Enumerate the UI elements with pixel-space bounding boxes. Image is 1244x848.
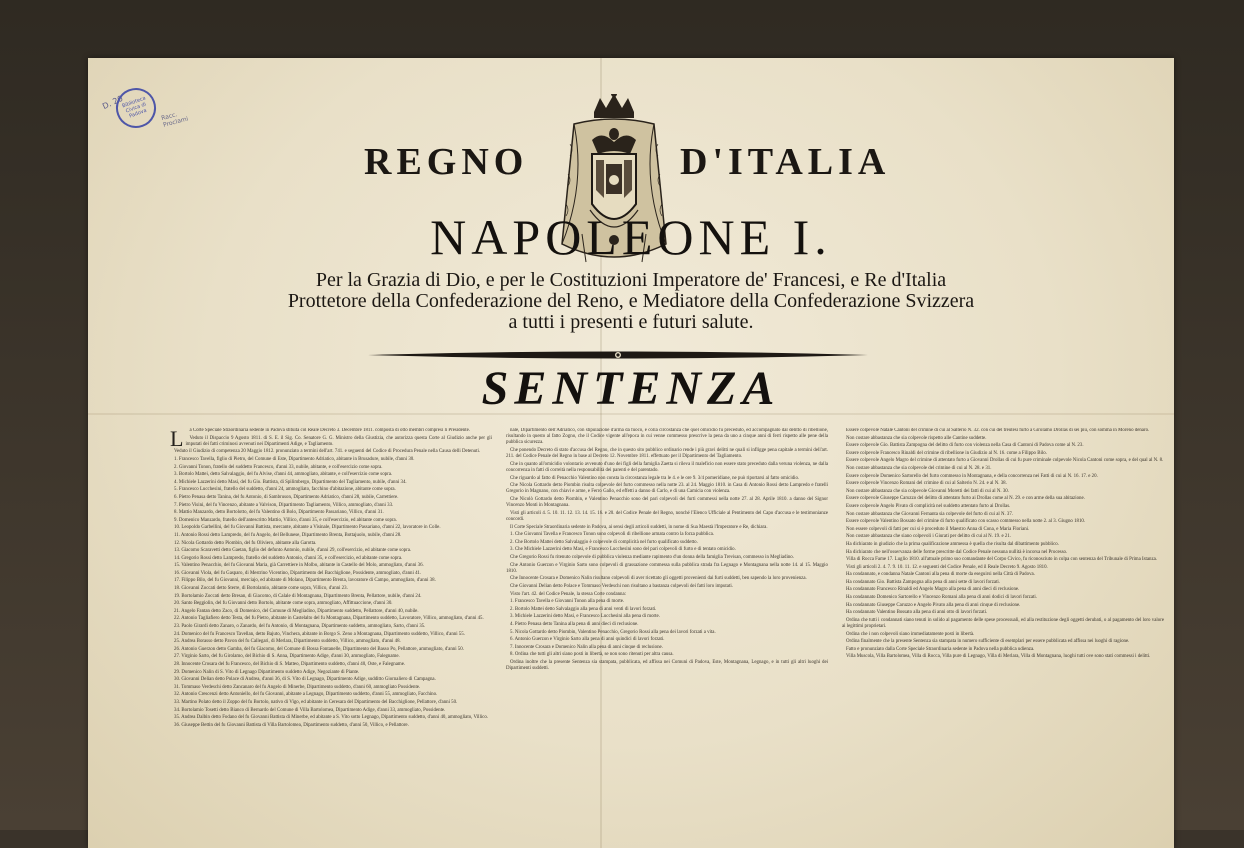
text-paragraph: 36. Giuseppe Bettin del fu Giovanni Battista di Villa Bartolomea, Dipartimento suddetto, d'anni 50, Villico, e Pellattore. bbox=[174, 722, 409, 728]
text-paragraph: Ha condannato Domenico Sartorello e Vincenzo Romani alla pena di anni dodici di lavori forzati. bbox=[846, 595, 1037, 601]
text-paragraph: Non costare abbastanza che sia colpevole rispetto alle Cantine suddette. bbox=[846, 435, 987, 441]
subtitle-line: Per la Grazia di Dio, e per le Costituzioni Imperatore de' Francesi, e Re d'Italia bbox=[315, 269, 947, 291]
drop-cap: L bbox=[170, 428, 184, 451]
text-paragraph: 25. Andrea Borasso detto Pavon del fu Callegari, di Merlara, Dipartimento suddetto, Villico, ammogliato, d'anni 48. bbox=[174, 639, 401, 645]
text-paragraph: 27. Virginio Sarto, del fu Girolamo, del Bichio di S. Anna, Dipartimento Adige, d'anni 30, ammogliato, Falegname. bbox=[174, 654, 400, 660]
text-paragraph: Che riguardo al fatto di Penacchio Valentino non consta la circostanza legale tra le 4. e le ore 9. 3/4 pomeridiane, ne può riportarsi al fatto omicidio. bbox=[510, 475, 800, 481]
text-paragraph: Non costare abbastanza che sia colpevole Giovanni Moretti dei fatti di cui al N. 30. bbox=[846, 488, 1009, 494]
text-paragraph: 24. Domenico del fu Francesco Tavellan, detto Bajuto, Vinchera, abitante in Borgo S. Zeno a Montagnana, Dipartimento suddetto, Villico, d'anni 55. bbox=[174, 631, 465, 637]
text-paragraph: 8. Ordina che tutti gli altri siano posti in libertà, se non sono ritenuti per altra causa. bbox=[510, 652, 674, 658]
text-paragraph: 4. Michiele Lazzerini detto Masi, del fu Gio. Battista, di Spilimbergo, Dipartimento del Tagliamento, nubile, d'anni 34. bbox=[174, 479, 407, 485]
library-stamp-text: Biblioteca Civica di Padova bbox=[121, 95, 148, 120]
ornamental-rule bbox=[368, 348, 868, 362]
text-paragraph: 13. Giacomo Scaravetti detto Gaetan, figlio del defunto Antonio, nubile, d'anni 29, coll'esercizio, ed abitante come sopra. bbox=[174, 548, 412, 554]
text-paragraph: 6. Pietro Penasa detto Tanina, del fu Antonio, di Sambruson, Dipartimento Adriatico, d'anni 28, nubile, Carrettiere. bbox=[174, 494, 399, 500]
text-column-1 bbox=[170, 428, 492, 848]
text-paragraph: 3. Bortolo Mattei, detto Salvalaggio, del fu Alvise, d'anni 44, ammogliato, abitante, e coll'esercizio come sopra. bbox=[174, 472, 393, 478]
text-paragraph: 35. Andrea Dalbin detto Fodano del fu Giovanni Battista di Minerbe, ed abitante a S. Vito sotto Legnago, Dipartimento suddetto, d'anni 40, ammogliato, Villico. bbox=[174, 715, 489, 721]
proclamation-sheet bbox=[88, 58, 1174, 848]
text-paragraph: Ordina che tutti i condannati siano tenuti in solido al pagamento delle spese processuali, ed alla restituzione degli oggetti derubati, o al pagamento del loro valore ai legittimi proprietari. bbox=[842, 617, 1164, 630]
text-paragraph: Ordina finalmente che la presente Sentenza sia stampata in numero sufficiente di esemplari per essere pubblicata ed affissa nei luoghi di ragione. bbox=[846, 639, 1130, 645]
text-column-3 bbox=[842, 428, 1164, 848]
text-paragraph: 14. Gregorio Rossi detto Lampredo, fratello del suddetto Antonio, d'anni 35, e coll'esercizio, ed abitante come sopra. bbox=[174, 555, 403, 561]
text-paragraph: a Corte Speciale Straordinaria sedente in Padova stituita col Reale Decreto 3. Decembre 1811. composta di otto membri compresi li Presidente. bbox=[189, 428, 470, 433]
text-paragraph: 17. Filippo Bilo, del fu Giovanni, merciajo, ed abitante di Molano, Dipartimento Brenta, lavoratore di Campo, ammogliato, d'anni 38. bbox=[174, 578, 436, 584]
handwritten-note: D. 20 bbox=[101, 93, 125, 112]
subtitle-block bbox=[88, 270, 1174, 333]
text-paragraph: 7. Pietro Visini, del fu Vincenzo, abitante a Valvison, Dipartimento Tagliamento, Villico, ammogliato, d'anni 33. bbox=[174, 502, 394, 508]
text-paragraph: Ha condannato Giuseppe Caruzzo e Angelo Pivato alla pena di anni cinque di reclusione. bbox=[846, 602, 1021, 608]
text-paragraph: Visti gli articoli 2. 4. 7. 9. 10. 11. 12. e seguenti del Codice Penale, ed il Reale Decreto 9. Agosto 1810. bbox=[846, 564, 1048, 570]
text-paragraph: 11. Antonio Rossi detto Lampredo, del fu Angelo, del Bellunese, Dipartimento Brenta, Bottajuolo, nubile, d'anni 28. bbox=[174, 532, 402, 538]
text-paragraph: Ha dichiarato che nell'osservanza delle forme prescritte dal Codice Penale nessuna nullità è incorsa nel Processo. bbox=[846, 549, 1068, 555]
text-paragraph: Ha condannato Valentino Bossato alla pena di anni otto di lavori forzati. bbox=[846, 610, 988, 616]
text-paragraph: 29. Domenico Nalin di S. Vito di Legnago Dipartimento suddetto Adige, Negoziante di Piante. bbox=[174, 669, 360, 675]
text-paragraph: 2. Bortolo Mattei detto Salvalaggio alla pena di anni venti di lavori forzati. bbox=[510, 606, 657, 612]
text-paragraph: 12. Nicola Gottardo detto Piombin, del fu Oliviero, abitante alla Garotta. bbox=[174, 540, 317, 546]
text-paragraph: Non costare abbastanza che siano colpevoli i Giurati per delitto di cui al N. 19. e 21. bbox=[846, 534, 1012, 540]
text-paragraph: Che ponendo Decreto di stato d'accusa del Regno, che in questo sito pubblico ordinario rende i più gravi delitti ne quali si infligge pena capitale a termini dell'art. 211. del Codice Penale del Regno in base al Decreto 12. Novembre 1811. effettuato per il Dipartimento del Tagliamento. bbox=[506, 448, 828, 460]
text-paragraph: Villa Muscola, Villa Bartolomea, Villa di Rocca, Villa pure di Legnago, Villa di Merlara, Villa di Montagnana, luoghi tutti ove sono stati commessi i delitti. bbox=[846, 654, 1151, 660]
text-paragraph: Ha condannato Francesco Rinaldi ed Angelo Magro alla pena di anni dieci di reclusione. bbox=[846, 587, 1020, 593]
text-paragraph: 32. Antonio Crescenzi detto Antoniello, del fu Giovanni, abitante a Legnago, Dipartimento suddetto, d'anni 55, ammogliato, Facchino. bbox=[174, 692, 438, 698]
text-paragraph: 3. Michiele Lazzerini detto Masi, e Francesco Lucchesini alla pena di morte. bbox=[510, 614, 660, 620]
text-paragraph: Non costare abbastanza che Giovanni Fernanta sia colpevole del furto di cui al N. 37. bbox=[846, 511, 1014, 517]
title-regno: REGNO bbox=[364, 141, 529, 183]
text-paragraph: Ha dichiarato in giudizio che la prima qualificazione ammessa è quella che risulta dal dibattimento pubblico. bbox=[846, 541, 1059, 547]
text-paragraph: 21. Angelo Fantan detto Zaco, di Domenico, del Comune di Megliadino, Dipartimento suddetto, Pellattore, d'anni 40, nubile. bbox=[174, 608, 419, 614]
text-paragraph: 20. Santo Beggiolin, del fu Giovanni detto Bortolo, abitante come sopra, ammogliato, Affittuaccione, d'anni 30. bbox=[174, 601, 393, 607]
text-paragraph: Villa di Rocca Fame 17. Luglio 1810. all'attuale primo suo comandante del Corpo Civico, fu riconosciuto in colpa con sentenza del Tribunale di Prima Istanza. bbox=[846, 557, 1158, 563]
text-paragraph: 16. Giovanni Viola, del fu Gasparo, di Mestrino Vicentino, Dipartimento del Bacchiglione, Possidente, ammogliato, d'anni 41. bbox=[174, 570, 422, 576]
text-paragraph: 30. Giovanni Delian detto Polace di Andrea, d'anni 36, di S. Vito di Legnago, Dipartimento Adige, sudditto Giornaliero di Campagna. bbox=[174, 677, 436, 683]
text-paragraph: Essere colpevole Angelo Magro del crimine di attentato furto a Giovanni Drollas di cui fu pure criminale colpevole Nicola Cantoni come sopra, e del qual al N. 8. bbox=[846, 458, 1164, 464]
text-paragraph: Non essere colpevoli di fatti per cui si è proceduto il Maestro Anna di Cona, e Maria Floriani. bbox=[846, 526, 1030, 532]
text-paragraph: 6. Antonio Guerzon e Virginio Sarto alla pena di anni quindici di lavori forzati. bbox=[510, 637, 665, 643]
text-paragraph: Essere colpevole Valentino Bossato del crimine di furto qualificato con scasso commesso nella notte 2. al 3. Giugno 1810. bbox=[846, 519, 1086, 525]
text-paragraph: Fatto e pronunziato dalla Corte Speciale Straordinaria sedente in Padova nella pubblica udienza. bbox=[846, 646, 1035, 652]
text-column-2 bbox=[506, 428, 828, 848]
text-paragraph: Che Nicolò Gottardo detto Piombin, e Valentino Penacchio sono del pari colpevoli dei furti commessi nella notte 27. al 28. Aprile 1810. a danno del Signor Vincenzo Monti in Montagnana. bbox=[506, 496, 828, 509]
text-paragraph: Essere colpevole Gio. Battista Zampogna del delitto di furto con violenza nella Casa di Cantoni di Padova come al N. 23. bbox=[846, 443, 1084, 449]
text-paragraph: 8. Mattio Manzardo, detto Bortolotto, del fu Valentino di Bolo, Dipartimento Passariano, Villico, d'anni 31. bbox=[174, 510, 384, 516]
text-paragraph: Visto l'art. 42. del Codice Penale, la stessa Corte condanna: bbox=[510, 591, 627, 597]
text-paragraph: nale, Dipartimento dell'Adriatico, con stipulazione d'arma da fuoco, e colla circostanza che quel omicidio fu preceduto, ed accompagnato dal delitto di ribellione, risultando in questo al fatto Zogno, che il Codice vigente all'epoca in cui venne commesso prescrive la pena da uno a cinque anni di ferri rispetto alle pene della pubblica sicurezza. bbox=[506, 428, 828, 446]
title-italia: D'ITALIA bbox=[680, 141, 891, 183]
shelf-reference: Racc. Proclami bbox=[160, 111, 190, 129]
text-paragraph: Che Gregorio Rossi fu ritenuto colpevole di pubblica violenza mediante rapimento d'un donna della famiglia Trevisan, commesso in Megliadino. bbox=[510, 554, 794, 560]
sovereign-name: NAPOLEONE I. bbox=[430, 209, 832, 265]
text-paragraph: 2. Che Bortolo Mattei detto Salvalaggio è colpevole di complicità nel furto qualificato suddetto. bbox=[510, 539, 698, 545]
text-paragraph: Essere colpevole Angelo Pivato di complicità nel suddetto attentato furto ai Drollas. bbox=[846, 503, 1011, 509]
text-paragraph: Che Innocente Crosara e Domenico Nalin risultano colpevoli di aver ricettato gli oggetti provenienti dai furti suddetti, ben sapendo la loro provenienza. bbox=[510, 576, 807, 582]
text-paragraph: Che in quanto all'omicidio volontario avvenuto d'uno dei figli della famiglia Zaetta si rileva il maleficio non essere stato preceduto dalla veruna violenza, ne dalla concorrenza in fatti di correità nella responsabilità dei parenti e del parentado. bbox=[506, 461, 828, 473]
text-paragraph: Il Corte Speciale Straordinaria sedente in Padova, ai sensi degli articoli suddetti, in nome di Sua Maestà l'Imperatore e Re, dichiara. bbox=[510, 524, 768, 530]
text-paragraph: Visti gli articoli 4. 5. 10. 11. 12. 13. 14. 15. 16. e 20. del Codice Penale del Regno, nonché l'Elenco Ufficiale al Pentimento del Capo d'accusa e le testimonianze concordi. bbox=[506, 510, 828, 522]
text-paragraph: Non costare abbastanza che sia colpevole del crimine di cui al N. 28. e 31. bbox=[846, 465, 992, 471]
text-paragraph: 7. Innocente Crosara e Domenico Nalin alla pena di anni cinque di reclusione. bbox=[510, 644, 663, 650]
text-paragraph: 10. Leopoldo Garbellini, del fu Giovanni Battista, mercante, abitante a Visinale, Dipartimento Passariano, d'anni 22, lavoratore in Colle. bbox=[174, 525, 441, 531]
text-paragraph: 23. Paolo Girardi detto Zanaro, o Zanardo, del fu Antonio, di Montagnana, Dipartimento suddetto, ammogliato, Sarto, d'anni 35. bbox=[174, 624, 426, 630]
subtitle-line: a tutti i presenti e futuri salute. bbox=[508, 311, 754, 333]
text-paragraph: 19. Bortolamio Zoccati detto Bresan, di Giacomo, di Calale di Montagnana, Dipartimento Brenta, Pellattore, nubile, d'anni 24. bbox=[174, 593, 422, 599]
text-paragraph: 1. Che Giovanni Tavella e Francesco Tonon sono colpevoli di ribellione armata contro la forza pubblica. bbox=[510, 532, 715, 538]
text-paragraph: 1. Francesco Tavella, figlio di Pietro, del Comune di Este, Dipartimento Adriatico, abitante in Brusadure, nubile, d'anni 30. bbox=[174, 456, 415, 462]
text-paragraph: 15. Valentino Penacchio, del fu Giovanni Maria, già Carrettiere in Molbo, abitante in Castello del Molo, ammogliato, d'anni 36. bbox=[174, 563, 424, 569]
library-stamp bbox=[110, 82, 161, 133]
text-paragraph: 2. Giovanni Tonon, fratello del suddetto Francesco, d'anni 33, nubile, abitante, e coll'esercizio come sopra. bbox=[174, 464, 383, 470]
text-paragraph: 31. Tommaso Verdeschi detto Zancanaro del fu Angelo di Minerbe, Dipartimento suddetto, d'anni 60, ammogliato Possidente. bbox=[174, 684, 421, 690]
text-paragraph: 5. Francesco Lucchesini, fratello del suddetto, d'anni 24, ammogliato, facchino d'abitazione, abitante come sopra. bbox=[174, 487, 396, 493]
text-paragraph: Che Nicola Gottardo detto Piombin risulta colpevole del furto commesso nella notte 23. al 24. Maggio 1810. in Casa di Antonio Rossi detto Lampredo e fratelli Gregorio in Magnano, con chiavi e arme, e Ferro Gallo, ed effetti a danno di Carlo, e di una Camicia con violenza. bbox=[506, 483, 828, 495]
text-paragraph: Veduto il Giudizio di competenza 20 Maggio 1812. pronunziato a termini dell'art. 741. e seguenti del Codice di Procedura Penale nella Causa delli Detenuti. bbox=[174, 449, 481, 455]
text-paragraph: Che Antonio Guerzon e Virginio Sarto sono colpevoli di grassazione commessa sulla pubblica strada fra Legnago e Montagnana nella notte 14. al 15. Maggio 1810. bbox=[506, 562, 828, 574]
text-paragraph: 1. Francesco Tavella e Giovanni Tonon alla pena di morte. bbox=[510, 599, 625, 605]
text-paragraph: Ha condannato, e condanna Natale Cantoni alla pena di morte da eseguirsi nella Città di Padova. bbox=[846, 572, 1035, 578]
text-paragraph: Essere colpevole Giuseppe Caruzzo del delitto di attentato furto ai Drollas come al N. 29. e con arme della sua abitazione. bbox=[846, 496, 1085, 502]
text-paragraph: Ordina inoltre che la presente Sentenza sia stampata, pubblicata, ed affissa nei Comuni di Padova, Este, Montagnana, Legnago, e in tutti gli altri luoghi dei Dipartimenti suddetti. bbox=[506, 659, 828, 672]
body-text-columns bbox=[170, 428, 1164, 848]
text-paragraph: Veduto il Dispaccio 9 Agosto 1811. di S. E. il Sig. Co. Senatore G. G. Ministro della Giustizia, che autorizza questa Corte al Giudizio anche per gli imputati dei fatti criminosi avvenuti nei Dipartimenti Adige, e Tagliamento. bbox=[185, 435, 492, 447]
text-paragraph: Ordina che i non colpevoli siano immediatamente posti in libertà. bbox=[846, 631, 975, 637]
text-paragraph: 22. Antonio Tagliafiero detto Testa, del fu Pietro, abitante in Castelalto del fu Montagnana, Dipartimento suddetto, Lavoratore, Villico, ammogliato, d'anni 45. bbox=[174, 616, 484, 622]
text-paragraph: 26. Antonio Guerzon detto Gamba, del fu Giacomo, del Comune di Bossa Fontanelle, Dipartimento del Basso Po, Pellattore, ammogliato, d'anni 50. bbox=[174, 646, 464, 652]
text-paragraph: 34. Bortolamio Tosetti detto Bianco di Bernardo del Comune di Villa Bartolomea, Dipartimento Adige, d'anni 33, ammogliato, Possidente. bbox=[174, 707, 446, 713]
text-paragraph: 5. Nicola Gottardo detto Piombin, Valentino Penacchio, Gregorio Rossi alla pena dei lavori forzati a vita. bbox=[510, 629, 716, 635]
subtitle-line: Prottetore della Confederazione del Reno, e Mediatore della Confederazione Svizzera bbox=[287, 290, 975, 312]
text-paragraph: 9. Domenico Manzardo, fratello dell'antescritto Mattio, Villico, d'anni 35, e coll'esercizio, ed abitante come sopra. bbox=[174, 517, 397, 523]
text-paragraph: Che Giovanni Delian detto Polace e Tommaso Verdeschi non risultano a bastanza colpevoli dei fatti loro imputati. bbox=[510, 583, 733, 589]
text-paragraph: 3. Che Michiele Lazzerini detto Masi, e Francesco Lucchesini sono del pari colpevoli di furto e di tentato omicidio. bbox=[510, 547, 736, 553]
text-paragraph: Ha condannato Gio. Battista Zampogna alla pena di anni sette di lavori forzati. bbox=[846, 579, 1001, 585]
text-paragraph: 33. Martino Polato detto il Zoppo del fu Bortolo, nativo di Vigo, ed abitante in Ceresara del Dipartimento del Bacchiglione, Pellattore, d'anni 50. bbox=[174, 699, 458, 705]
text-paragraph: Essere colpevole Vincenzo Romani del crimine di cui al Salterio N. 24. e al N. 38. bbox=[846, 481, 1007, 487]
text-paragraph: 18. Giovanni Zoccati detto Sterre, di Bortolamio, abitante come sopra, Villico, d'anni 23. bbox=[174, 586, 348, 592]
document-heading: SENTENZA bbox=[481, 362, 781, 415]
text-paragraph: Essere colpevole Francesco Rinaldi del crimine di ribellione in Giudizio al N. 16. come a Filippo Bilo. bbox=[846, 450, 1047, 456]
text-paragraph: Essere colpevole Natale Cantoni del crimine di cui al Salterio N. 32. con cui del treutesi furto a Girolamo Drollas di sei più, con somma in Moreno denaro. bbox=[846, 428, 1150, 433]
text-paragraph: Essere colpevole Domenico Sartorello del furto commesso in Montagnana, e della concorrenza nei Fatti di cui ai N. 16. 17. e 20. bbox=[846, 473, 1098, 479]
text-paragraph: 28. Innocente Crosara del fu Francesco, del Bichio di S. Matteo, Dipartimento suddetto, d'anni 40, Oste, e Falegname. bbox=[174, 662, 406, 668]
text-paragraph: 4. Pietro Penasa detto Tanina alla pena di anni dieci di reclusione. bbox=[510, 621, 639, 627]
